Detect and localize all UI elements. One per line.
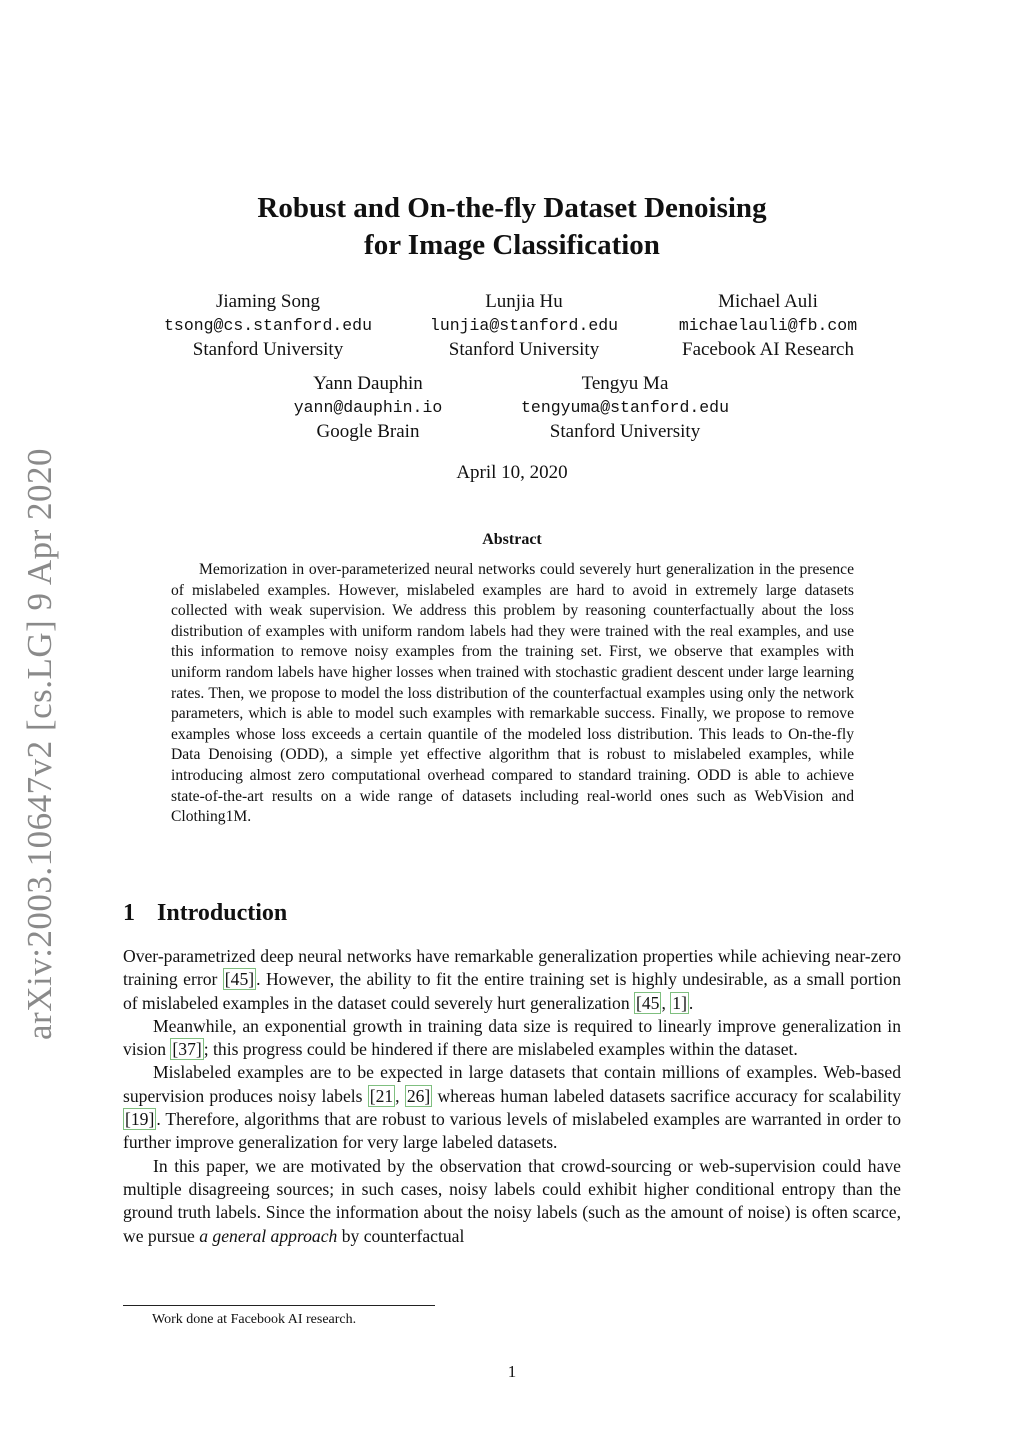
text-run: . — [688, 992, 694, 1013]
author-block — [485, 372, 765, 444]
paragraph — [123, 1061, 901, 1154]
text-run: , — [395, 1085, 405, 1106]
text-run: . However, the ability to fit the entire training set is highly undesirable, as a small portion of mislabeled examples in the dataset could severely hurt generalization — [123, 969, 901, 1013]
author-affiliation: Stanford University — [192, 339, 344, 360]
paragraph — [123, 1155, 901, 1248]
author-name: Yann Dauphin — [313, 373, 423, 394]
title-line-1: Robust and On-the-fly Dataset Denoising — [257, 192, 767, 224]
author-affiliation: Stanford University — [549, 421, 701, 442]
text-run: Over-parametrized deep neural networks have remarkable generalization properties while achieving near-zero training error — [123, 946, 901, 990]
text-run: whereas human labeled datasets sacrifice accuracy for scalability — [432, 1085, 902, 1106]
author-affiliation: Stanford University — [448, 339, 600, 360]
title-line-2: for Image Classification — [364, 229, 660, 261]
citation-link[interactable]: 26] — [406, 1085, 431, 1106]
citation-link[interactable]: [45] — [224, 969, 255, 990]
author-email[interactable]: tengyuma@stanford.edu — [521, 398, 729, 417]
text-run: . Therefore, algorithms that are robust to various levels of mislabeled examples are warranted in order to further improve generalization for very large labeled datasets. — [123, 1109, 901, 1153]
section-number: 1 — [123, 900, 135, 926]
author-email[interactable]: michaelauli@fb.com — [678, 316, 858, 335]
author-name: Michael Auli — [718, 291, 818, 312]
author-affiliation: Facebook AI Research — [682, 339, 854, 360]
author-block — [228, 372, 508, 444]
abstract-text: Memorization in over-parameterized neural networks could severely hurt generalization in the presence of mislabeled examples. However, mislabeled examples are hard to avoid in extremely large datasets collected with weak supervision. We address this problem by reasoning counterfactually about the loss distribution of examples with uniform random labels had they were trained with the real examples, and use this information to remove noisy examples from the training set. First, we observe that examples with uniform random labels have higher losses when trained with stochastic gradient descent under large learning rates. Then, we propose to model the loss distribution of the counterfactual examples using only the network parameters, which is able to model such examples with remarkable success. Finally, we propose to remove examples whose loss exceeds a certain quantile of the modeled loss distribution. This leads to On-the-fly Data Denoising (ODD), a simple yet effective algorithm that is robust to mislabeled examples, while introducing almost zero computational overhead compared to standard training. ODD is able to achieve state-of-the-art results on a wide range of datasets including real-world ones such as WebVision and Clothing1M. — [171, 561, 854, 826]
citation-link[interactable]: [45 — [636, 992, 660, 1013]
section-heading — [123, 900, 287, 927]
emphasis: a general approach — [199, 1225, 338, 1246]
author-name: Tengyu Ma — [581, 373, 669, 394]
section-title: Introduction — [157, 900, 288, 926]
author-block — [128, 290, 408, 362]
paper-title — [112, 190, 912, 264]
paragraph — [123, 1015, 901, 1062]
author-email[interactable]: tsong@cs.stanford.edu — [164, 316, 372, 335]
text-run: Meanwhile, an exponential growth in training data size is required to linearly improve generalization in vision — [123, 1015, 901, 1060]
author-block — [384, 290, 664, 362]
author-affiliation: Google Brain — [316, 421, 420, 442]
body-text — [123, 945, 901, 1248]
paragraph — [123, 945, 901, 1015]
author-name: Lunjia Hu — [485, 291, 563, 312]
author-email[interactable]: lunjia@stanford.edu — [429, 316, 619, 335]
footnote: Work done at Facebook AI research. — [152, 1312, 357, 1327]
arxiv-stamp: arXiv:2003.10647v2 [cs.LG] 9 Apr 2020 — [20, 447, 59, 1040]
author-email[interactable]: yann@dauphin.io — [293, 398, 443, 417]
text-run: In this paper, we are motivated by the observation that crowd-sourcing or web-supervision could have multiple disagreeing sources; in such cases, noisy labels could exhibit higher conditional entropy than the ground truth labels. Since the information about the noisy labels (such as the amount of noise) is often scarce, we pursue — [123, 1155, 901, 1246]
publication-date: April 10, 2020 — [456, 462, 568, 483]
author-block — [628, 290, 908, 362]
citation-link[interactable]: [21 — [369, 1085, 394, 1106]
text-run: Mislabeled examples are to be expected in large datasets that contain millions of examples. Web-based supervision produces noisy labels — [123, 1062, 901, 1106]
text-run: by counterfactual — [337, 1225, 465, 1246]
abstract-heading: Abstract — [482, 531, 542, 548]
citation-link[interactable]: 1] — [672, 992, 687, 1013]
text-run: ; this progress could be hindered if there are mislabeled examples within the dataset. — [203, 1039, 798, 1060]
citation-link[interactable]: [19] — [125, 1109, 155, 1130]
text-run: , — [661, 992, 671, 1013]
author-name: Jiaming Song — [216, 291, 320, 312]
footnote-rule — [123, 1305, 435, 1306]
page-number: 1 — [507, 1362, 517, 1381]
citation-link[interactable]: [37] — [172, 1039, 202, 1060]
